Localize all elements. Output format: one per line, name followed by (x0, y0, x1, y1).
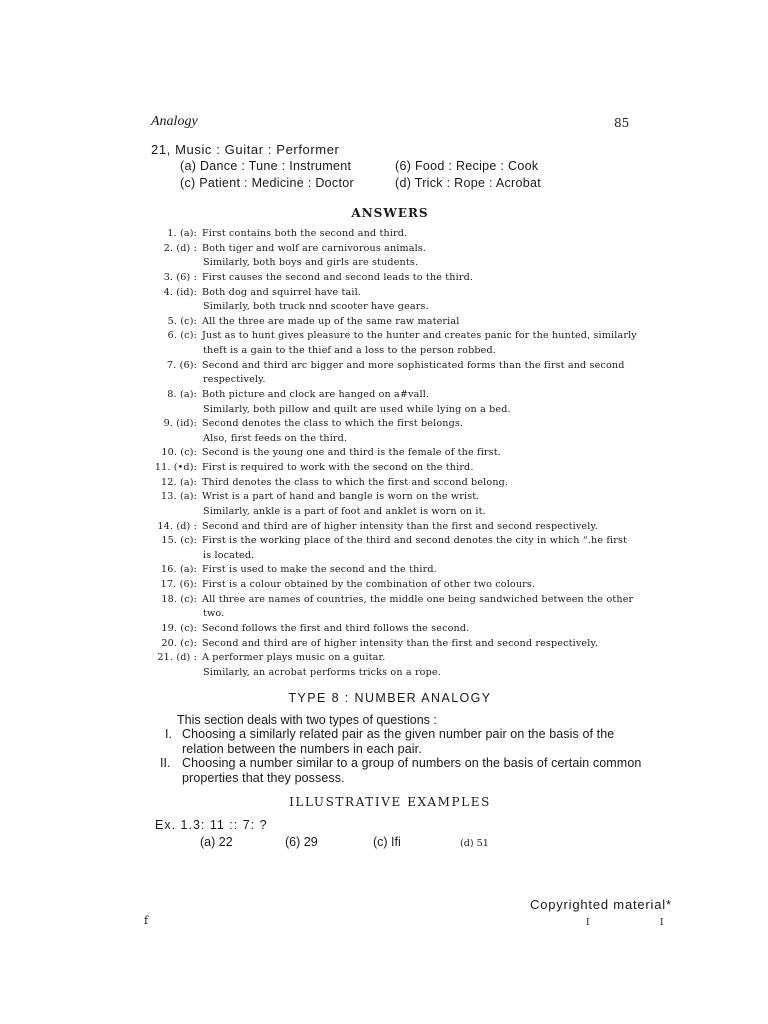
answer-continuation: is located. (203, 550, 255, 561)
answer-number: 18. (c): (161, 594, 197, 605)
answer-continuation: Similarly, an acrobat performs tricks on a rope. (203, 667, 441, 678)
answer-number: 7. (6): (166, 360, 197, 371)
page-number: 85 (614, 116, 630, 130)
list-item-marker: I. (165, 727, 172, 741)
answer-text: All three are names of countries, the middle one being sandwiched between the other (202, 594, 634, 605)
answer-text: Both picture and clock are hanged on a#vall. (202, 389, 430, 400)
answer-text: Second and third arc bigger and more sophisticated forms than the first and second (202, 360, 625, 371)
answer-number: 9. (id): (163, 418, 197, 429)
answer-number: 15. (c): (161, 535, 197, 546)
example-option-c: (c) Ifi (373, 835, 401, 849)
answer-number: 13. (a): (161, 491, 197, 502)
answer-text: Second and third are of higher intensity than the first and second respectively. (202, 638, 598, 649)
answer-text: First is a colour obtained by the combination of other two colours. (202, 579, 536, 590)
answer-text: First is required to work with the second on the third. (202, 462, 474, 473)
answer-text: A performer plays music on a guitar. (202, 652, 386, 663)
answer-number: 4. (id): (163, 287, 197, 298)
answer-continuation: Similarly, ankle is a part of foot and anklet is worn on it. (203, 506, 486, 517)
list-item-marker: II. (160, 756, 171, 770)
list-item-line: Choosing a number similar to a group of numbers on the basis of certain common (182, 756, 642, 770)
example-option-b: (6) 29 (285, 835, 318, 849)
answer-continuation: theft is a gain to the thief and a loss to the person robbed. (203, 345, 496, 356)
answer-number: 17. (6): (160, 579, 197, 590)
answer-text: Second is the young one and third is the female of the first. (202, 447, 501, 458)
question-21-option-c: (c) Patient : Medicine : Doctor (180, 176, 354, 190)
answer-text: Just as to hunt gives pleasure to the hunter and creates panic for the hunted, similarly (202, 330, 637, 341)
answer-number: 8. (a): (167, 389, 197, 400)
answer-number: 6. (c): (167, 330, 197, 341)
section-heading: TYPE 8 : NUMBER ANALOGY (288, 691, 492, 705)
answer-text: Wrist is a part of hand and bangle is worn on the wrist. (202, 491, 480, 502)
question-21-option-d: (d) Trick : Rope : Acrobat (395, 176, 542, 190)
answer-continuation: respectively. (203, 374, 266, 385)
answer-number: 5. (c): (167, 316, 197, 327)
section-intro: This section deals with two types of questions : (177, 713, 437, 727)
answer-text: Second follows the first and third follows the second. (202, 623, 470, 634)
chapter-title: Analogy (151, 114, 198, 129)
answer-continuation: Similarly, both truck nnd scooter have gears. (203, 301, 429, 312)
answers-heading: ANSWERS (351, 206, 429, 220)
answer-number: 2. (d) : (163, 243, 197, 254)
answer-number: 11. (•d): (154, 462, 197, 473)
answer-text: All the three are made up of the same raw material (202, 316, 460, 327)
example-stem: Ex. 1.3: 11 :: 7: ? (155, 818, 268, 832)
answer-number: 1. (a): (167, 228, 197, 239)
list-item-line: Choosing a similarly related pair as the given number pair on the basis of the (182, 727, 615, 741)
answer-number: 21. (d) : (157, 652, 197, 663)
stray-mark: I (660, 918, 664, 928)
answer-continuation: two. (203, 608, 225, 619)
answer-text: Both dog and squirrel have tail. (202, 287, 361, 298)
answer-text: First is used to make the second and the third. (202, 564, 437, 575)
answer-text: First is the working place of the third and second denotes the city in which “.he first (202, 535, 628, 546)
answer-number: 12. (a): (161, 477, 197, 488)
list-item-line: relation between the numbers in each pair. (182, 742, 422, 756)
answer-continuation: Similarly, both pillow and quilt are used while lying on a bed. (203, 404, 511, 415)
answer-number: 14. (d) : (157, 521, 197, 532)
question-21-option-b: (6) Food : Recipe : Cook (395, 159, 539, 173)
answer-text: Second denotes the class to which the first belongs. (202, 418, 464, 429)
example-option-d: (d) 51 (460, 838, 489, 849)
answer-text: Second and third are of higher intensity than the first and second respectively. (202, 521, 598, 532)
answer-text: First causes the second and second leads to the third. (202, 272, 474, 283)
answer-number: 10. (c): (161, 447, 197, 458)
illustrative-heading: ILLUSTRATIVE EXAMPLES (289, 795, 491, 809)
stray-mark: I (586, 918, 590, 928)
answer-number: 16. (a): (161, 564, 197, 575)
stray-mark: f (144, 914, 149, 927)
list-item-line: properties that they possess. (182, 771, 345, 785)
question-21-stem: 21, Music : Guitar : Performer (151, 142, 340, 157)
answer-continuation: Similarly, both boys and girls are students. (203, 257, 419, 268)
question-21-option-a: (a) Dance : Tune : Instrument (180, 159, 352, 173)
answer-number: 20. (c): (161, 638, 197, 649)
answer-text: Third denotes the class to which the first and sccond belong. (202, 477, 509, 488)
copyright-notice: Copyrighted material* (530, 897, 672, 912)
answer-number: 3. (6) : (163, 272, 197, 283)
answer-text: Both tiger and wolf are carnivorous animals. (202, 243, 427, 254)
example-option-a: (a) 22 (200, 835, 233, 849)
answer-continuation: Also, first feeds on the third. (203, 433, 348, 444)
answer-number: 19. (c): (161, 623, 197, 634)
answer-text: First contains both the second and third. (202, 228, 408, 239)
